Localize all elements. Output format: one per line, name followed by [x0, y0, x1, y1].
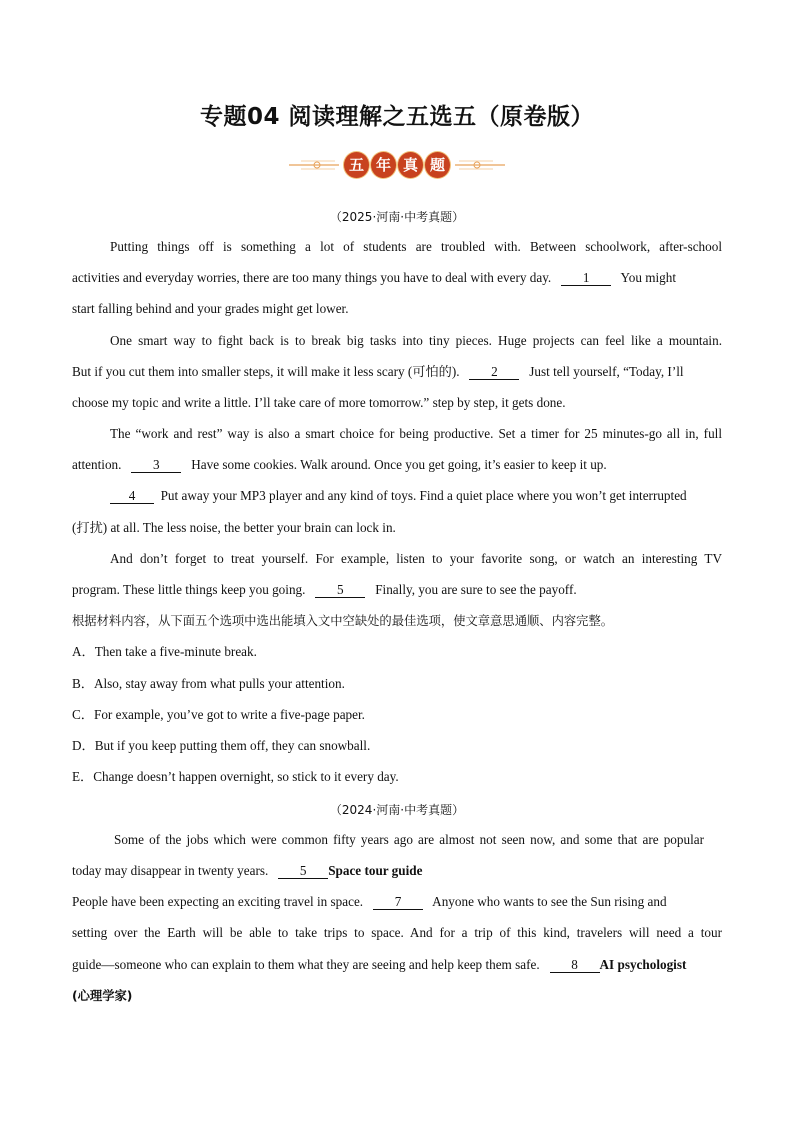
- option-d: D．But if you keep putting them off, they can snowball.: [72, 738, 371, 753]
- answer-blank: 1: [561, 271, 611, 286]
- paragraph-line: Some of the jobs which were common fifty years ago are almost not seen now, and some that are popular: [114, 832, 704, 847]
- paragraph-line: activities and everyday worries, there are too many things you have to deal with every day. 1 You might: [72, 270, 676, 285]
- answer-blank: 4: [110, 489, 154, 504]
- paragraph-line: 4 Put away your MP3 player and any kind of toys. Find a quiet place where you won’t get interrupted: [110, 488, 722, 504]
- option-b: B．Also, stay away from what pulls your attention.: [72, 676, 345, 691]
- job-heading: Space tour guide: [328, 863, 423, 878]
- paragraph-line: today may disappear in twenty years. 5 Space tour guide: [72, 863, 423, 878]
- banner-char: 年: [370, 151, 397, 179]
- banner-char: 五: [343, 151, 370, 179]
- source-label: （2025·河南·中考真题）: [329, 210, 465, 224]
- banner-char: 真: [397, 151, 424, 179]
- answer-blank: 2: [469, 365, 519, 380]
- answer-blank: 3: [131, 458, 181, 473]
- paragraph-line: start falling behind and your grades might get lower.: [72, 301, 349, 316]
- answer-blank: 7: [373, 895, 423, 910]
- paragraph-line: But if you cut them into smaller steps, it will make it less scary (可怕的). 2 Just tell yourself, “Today, I’ll: [72, 364, 684, 379]
- answer-blank: 8: [550, 958, 600, 973]
- paragraph-line: setting over the Earth will be able to take trips to space. And for a trip of this kind, travelers will need a tour: [72, 925, 722, 940]
- paragraph-line: People have been expecting an exciting travel in space. 7 Anyone who wants to see the Sun rising and: [72, 894, 667, 909]
- section-banner: [287, 147, 507, 183]
- paragraph-line: The “work and rest” way is also a smart choice for being productive. Set a timer for 25 minutes-go all in, full: [110, 426, 722, 441]
- paragraph-line: program. These little things keep you going. 5 Finally, you are sure to see the payoff.: [72, 582, 577, 597]
- banner-char: 题: [424, 151, 451, 179]
- option-e: E．Change doesn’t happen overnight, so stick to it every day.: [72, 769, 399, 784]
- paragraph-line: (心理学家): [72, 989, 133, 1003]
- paragraph-line: attention. 3 Have some cookies. Walk around. Once you get going, it’s easier to keep it up.: [72, 457, 607, 472]
- option-c: C．For example, you’ve got to write a five-page paper.: [72, 707, 365, 722]
- option-a: A．Then take a five-minute break.: [72, 644, 257, 659]
- job-heading: AI psychologist: [599, 957, 687, 972]
- source-label: （2024·河南·中考真题）: [329, 803, 465, 817]
- paragraph-line: One smart way to fight back is to break big tasks into tiny pieces. Huge projects can feel like a mountain.: [110, 333, 722, 348]
- paragraph-line: Putting things off is something a lot of students are troubled with. Between schoolwork, after-school: [110, 239, 722, 254]
- page-title: 专题04 阅读理解之五选五（原卷版）: [199, 104, 594, 130]
- instruction-text: 根据材料内容，从下面五个选项中选出能填入文中空缺处的最佳选项，使文章意思通顺、内容完整。: [72, 614, 614, 628]
- paragraph-line: (打扰) at all. The less noise, the better your brain can lock in.: [72, 520, 396, 535]
- paragraph-line: And don’t forget to treat yourself. For example, listen to your favorite song, or watch an interesting TV: [110, 551, 722, 566]
- answer-blank: 5: [278, 864, 328, 879]
- paragraph-line: guide—someone who can explain to them what they are seeing and help keep them safe. 8 AI psychologist: [72, 957, 687, 972]
- paragraph-line: choose my topic and write a little. I’ll take care of more tomorrow.” step by step, it gets done.: [72, 395, 566, 410]
- answer-blank: 5: [315, 583, 365, 598]
